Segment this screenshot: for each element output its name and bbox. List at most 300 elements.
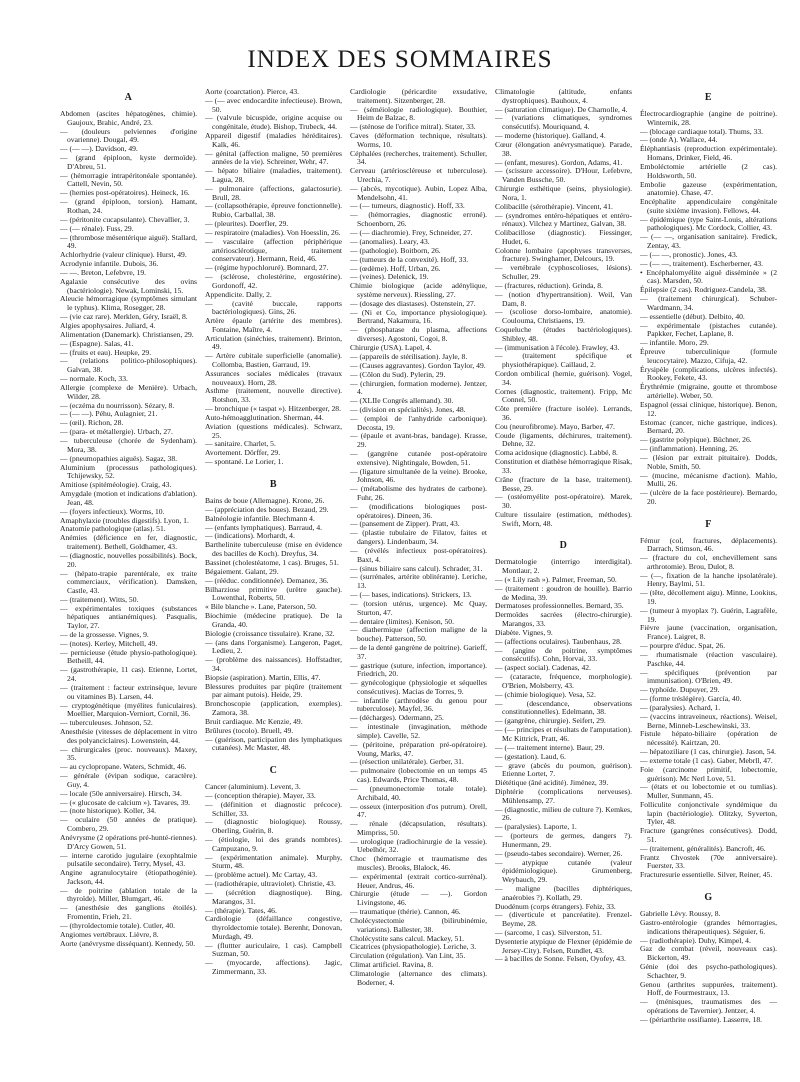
index-entry: — (diagnostic biologique). Roussy, Oberling, Guérin, 8. — [205, 817, 342, 836]
index-entry: — (pneumonectomie totale totale). Archibald, 40. — [350, 783, 487, 802]
index-entry: — (mucine, mécanisme d'action). Mahlo, Mulli, 26. — [640, 470, 777, 489]
index-entry: Épilepsie (2 cas). Rodriguez-Candela, 38. — [640, 285, 767, 295]
index-entry: — (fluttter auriculaire, 1 cas). Campbell Suzman, 50. — [205, 940, 342, 959]
index-entry: Chirurgie (USA). Lapel, 4. — [350, 342, 432, 352]
index-entry: — (modifications biologiques post-opératoires). Dineen, 36. — [350, 501, 487, 520]
index-entry: — (tête, décollement aigu). Minne, Lookius, 19. — [640, 588, 777, 606]
index-entry: — (gangrène cutanée post-opératoire extensive). Nightingale, Bowden, 51. — [350, 449, 487, 467]
index-entry: — (grand épiploon, kyste dermoïde). D'Abreu, 51. — [60, 153, 197, 171]
index-entry: Assurances sociales médicales (travaux nouveaux). Horn, 28. — [205, 368, 342, 387]
index-column-5 — [640, 88, 777, 1073]
index-entry: Dysenterie atypique de Flexner (épidémie de Jersey-City). Felsen, Rundlet, 43. — [495, 936, 632, 955]
index-entry: — (valvule bicuspide, origine acquise ou congénitale, étude). Bishop, Trubeck, 44. — [205, 113, 342, 132]
index-entry: — (pansement de Zipper). Pratt, 43. — [350, 519, 460, 529]
index-entry: — (— —). Péhu, Aulagnier, 21. — [60, 409, 158, 419]
index-entry: — (traitement chirurgical). Schuber-Wardmann, 34. — [640, 294, 777, 312]
index-entry: — (pathologie). Boitborn, 26. — [350, 245, 441, 255]
index-entry: — (cavité buccale, rapports bactériologiques). Gins, 26. — [205, 298, 342, 317]
index-entry: Cornes (diagnostic, traitement). Fripp, Mc Connel, 50. — [495, 386, 632, 405]
index-entry: — (sinus biliaire sans calcul). Schrader, 31. — [350, 563, 483, 573]
index-entry: Chimie biologique (acide adénylique, système nerveux). Riessling, 27. — [350, 281, 487, 299]
index-entry: Épreuve tuberculinique (formule leucocytaire). Mazzo, Cifuja, 42. — [640, 347, 777, 365]
index-entry: — hépato biliaire (maladies, traitement). Lagua, 28. — [205, 166, 342, 184]
index-entry: — expérimentale (pistaches cutanée). Papkker, Fechet, Laplane, 8. — [640, 320, 777, 339]
index-entry: — (péritonite cucapsulante). Chevallier, 3. — [60, 214, 190, 224]
index-entry: — (définition et diagnostic précoce). Schiller, 33. — [205, 799, 342, 818]
index-entry: — (résection unilatérale). Gerber, 31. — [350, 757, 464, 767]
index-entry: Crâne (fracture de la base, traitement). Besse, 29. — [495, 474, 632, 493]
index-entry: Coma acidosique (diagnostic). Labbé, 8. — [495, 448, 618, 458]
index-entry: — (abcès, mycotique). Aubin, Lopez Alba, Mendelsohn, 41. — [350, 183, 487, 202]
index-entry: — (plastie tubulaire de Filatov, faites et dangers). Lindenbaum, 34. — [350, 528, 487, 547]
index-entry: Biochimie (médecine pratique). De la Granda, 40. — [205, 611, 342, 629]
index-entry: — (onde A). Wallace, 44. — [640, 135, 718, 145]
index-entry: Frantz Chvostek (70e anniversaire). Fuerster, 33. — [640, 852, 777, 871]
index-entry: — (fracture du col, enchevillement sans arthrotomie). Brou, Dulot, 8. — [640, 553, 777, 571]
index-entry: Balnéologie infantile. Blechmann 4. — [205, 513, 315, 523]
index-entry: Acrodynie infantile. Dubois, 36. — [60, 259, 159, 269]
index-entry: — (guérison, participation des lymphatiques cutanées). Mc Master, 48. — [205, 734, 342, 753]
index-entry: — (inflammation). Henning, 26. — [640, 444, 739, 454]
index-entry: — (étiologie, loi des grands nombres). Campuzano, 9. — [205, 835, 342, 853]
index-entry: — (vaccins intraveineux, réactions). Weisel, Berne, Minneb-Leschewinski, 33. — [640, 711, 777, 730]
index-entry: — (problème des naissances). Hoffstadter, 34. — [205, 655, 342, 673]
index-entry: — (traitement : facteur extrinsèque, levure ou vitamines B). Larsen, 44. — [60, 682, 197, 701]
index-entry: — pulmonaire (affections, galactosurie). Brull, 28. — [205, 183, 342, 202]
index-entry: Espagnol (essai clinique, historique). Benon, 12. — [640, 399, 777, 418]
index-entry: Allergie (complexe de Menière). Urbach, Wilder, 28. — [60, 382, 197, 401]
index-entry: Culture tissulaire (estimation, méthodes). Swift, Morn, 48. — [495, 510, 632, 528]
index-entry: — (syndromes entéro-hépatiques et entéro-rénaux). Vilchez y Martinez, Galvan, 38. — [495, 210, 632, 229]
index-entry: Abdomen (ascites hépatogènes, chimie). Gaujoux, Brahic, André, 23. — [60, 109, 197, 127]
index-entry: — à bacilles de Sonne. Felsen, Oyofey, 43. — [495, 954, 626, 964]
index-entry: — hépatoziliare (1 cas, chirurgie). Jason, 54. — [640, 747, 777, 757]
index-entry: Alimentation (Danemark). Christiansen, 29. — [60, 329, 194, 339]
index-entry: — (rééduc. conditionnée). Demanez, 36. — [205, 575, 329, 585]
index-entry: — (gangrène, chirurgie). Seifert, 29. — [495, 716, 606, 726]
index-entry: — externe totale (1 cas). Gaber, Mebrll, 47. — [640, 755, 773, 765]
index-entry: — (lésion par extrait pituitaire). Dodds, Noble, Smith, 50. — [640, 452, 777, 471]
index-entry: — (— traitement interne). Baur, 29. — [495, 742, 605, 752]
index-entry: Chirurgie (étude — —). Gordon Livingstone, 46. — [350, 889, 487, 908]
index-entry: — rénale (décapsulation, résultats). Mimpriss, 50. — [350, 819, 487, 837]
index-entry: Amygdale (motion et indications d'ablation). Jean, 48. — [60, 489, 197, 507]
index-entry: — (— bases, indications). Strickers, 13. — [350, 590, 472, 600]
index-entry: Chirurgie esthétique (seins, physiologie). Nora, 1. — [495, 184, 632, 202]
section-letter-heading: G — [704, 892, 713, 904]
index-entry: — (états et ou lobectomie et ou tumlias). Muller, Sunmann, 45. — [640, 782, 777, 801]
index-entry: — oculaire (50 années de pratique). Combero, 29. — [60, 815, 197, 834]
index-entry: — (descendance, observations constitutionnelles). Edelmann, 38. — [495, 698, 632, 717]
index-entry: — (épaule et avant-bras, bandage). Krasse, 29. — [350, 431, 487, 450]
index-entry: Anesthésie (vitesses de déplacement in vitro des polyanciclaires). Lowenstein, 44. — [60, 727, 197, 745]
index-entry: — (para- et métallergie). Urbach, 27. — [60, 427, 173, 437]
index-entry: — (dosage des diastases). Ostenstein, 27. — [350, 298, 476, 308]
index-entry: — normale. Koch, 33. — [60, 374, 128, 384]
index-entry: — (notes). Kerley, Mitchell, 49. — [60, 638, 158, 648]
index-entry: — maligne (bacilles diphtériques, anaérobies ?). Kollath, 29. — [495, 883, 632, 902]
index-entry: — (—, fixation de la hanche ipsolatérale). Henry, Baylmi, 51. — [640, 570, 777, 589]
index-entry: Aluminium (processus pathologiques). Tchijewsky, 52. — [60, 462, 197, 481]
index-entry: Bassinet (cholestéatome, 1 cas). Bruges, 51. — [205, 557, 339, 567]
index-entry: Artère épaule (artérite des membres). Fontaine, Maître, 4. — [205, 316, 342, 334]
index-entry: — Artère cubitale superficielle (anomalie). Collomba, Bastien, Garraud, 19. — [205, 351, 342, 369]
index-entry: — osseux (interposition d'os putrum). Orell, 47. — [350, 801, 487, 820]
index-entry: Cardiologie (péricardite exsudative, traitement). Sitzenberger, 28. — [350, 88, 487, 105]
index-entry: Aleucie hémorragique (symptômes simulant le typhus). Klima, Rosegger, 28. — [60, 294, 197, 313]
index-entry: Biopsie (aspiration). Martin, Ellis, 47. — [205, 672, 321, 682]
index-entry: Coqueluche (études bactériologiques). Shibley, 48. — [495, 324, 632, 343]
index-entry: — essentielle (début). Delbito, 40. — [640, 311, 745, 321]
index-entry: Circulation (régulation). Van Lint, 35. — [350, 951, 466, 961]
index-entry: « Bile blanche ». Lane, Paterson, 50. — [205, 602, 317, 612]
index-entry: Bégaiement. Galant, 29. — [205, 566, 279, 576]
index-entry: — (traitement : goudron de houille). Barrio de Medina, 39. — [495, 583, 632, 602]
index-entry: — tuberculeuse (chorée de Sydenham). Mora, 38. — [60, 436, 197, 454]
section-letter-heading: A — [124, 92, 133, 103]
index-entry: Cholécystectomie (bilirubinémie, variations). Ballester, 38. — [350, 915, 487, 934]
index-column-2 — [205, 88, 342, 1073]
index-entry: — (— —). Davidson, 49. — [60, 144, 138, 154]
index-entry: Climatologie (altitude, enfants dystrophiques). Bauhoux, 4. — [495, 88, 632, 105]
index-entry: — pourpre d'éduc. Spat, 26. — [640, 641, 726, 651]
index-entry: Cicatrices (physiopathologie). Leriche, 3. — [350, 942, 477, 952]
index-entry: Asthme (traitement, nouvelle directive). Rotshon, 33. — [205, 386, 342, 405]
index-entry: Colonne lombaire (apophyses transverses, fracture). Swinghamer, Delcours, 19. — [495, 245, 632, 264]
index-entry: — (conception thérapie). Mayer, 33. — [205, 790, 316, 800]
index-entry: — (traitement). Witts, 50. — [60, 594, 139, 604]
index-entry: — (problème actuel). Mc Cartay, 43. — [205, 870, 318, 880]
index-entry: Cardiologie (défaillance congestive, thyroïdectomie totale). Berenhr, Donovan, Murdagh, 49. — [205, 914, 342, 941]
index-entry: — moderne (historique). Galland, 4. — [495, 131, 606, 141]
index-entry: — (appareils de stérilisation). Jayle, 8. — [350, 351, 468, 361]
index-entry: Embolie gazeuse (expérimentation, anatomie). Chase, 47. — [640, 179, 777, 198]
index-entry: Dermoïdes sacrées (électro-chirurgie). Marangos, 33. — [495, 610, 632, 629]
index-entry: Appendicite. Dally, 2. — [205, 289, 272, 299]
index-entry: — (fractures, réduction). Grinda, 8. — [495, 280, 603, 290]
index-entry: Angiomes vertébraux. Lièvre, 8. — [60, 929, 159, 939]
index-entry: — (XLIIe Congrès allemand). 30. — [350, 396, 454, 406]
index-entry: — (pneumopathies aiguës). Sagaz, 38. — [60, 453, 178, 463]
index-entry: — urologique (radiochirurgie de la vessie). Uebelhör, 32. — [350, 836, 487, 855]
index-column-4 — [495, 88, 632, 1073]
index-entry: — (phosphatase du plasma, affections diverses). Agostoni, Cogoi, 8. — [350, 325, 487, 344]
index-entry: — tuberculeuses. Johnson, 52. — [60, 718, 153, 728]
index-entry: — (relations politico-philosophiques). Galvan, 38. — [60, 356, 197, 375]
index-entry: — (affections oculaires). Taubenhaus, 28. — [495, 636, 622, 646]
index-entry: • Encéphalomyélite aiguë disséminée » (2 cas). Marsden, 50. — [640, 267, 777, 286]
index-entry: — (anesthésie des ganglions étoilés). Fromentin, Frieh, 21. — [60, 903, 197, 922]
index-entry: — (ulcère de la face postérieure). Bernardo, 20. — [640, 488, 777, 506]
index-entry: — gastrique (suture, infection, importance). Friedrich, 20. — [350, 660, 487, 679]
index-entry: — (gestation). Laud, 6. — [495, 751, 566, 761]
index-entry: — (aspect social). Cadenas, 42. — [495, 663, 591, 673]
index-entry: — pulmonaire (lobectomie en un temps 45 cas). Edwards, Price Thomas, 48. — [350, 766, 487, 785]
index-entry: Gaz de combat (réveil, nouveaux cas). Bickerton, 49. — [640, 944, 777, 963]
index-entry: Foie (carcinome primitif, lobectomie, guérison). Mc Nerl Love, 51. — [640, 764, 777, 783]
index-entry: — (veines). Delenick, 19. — [350, 272, 429, 282]
index-entry: Cou (neurofibrome). Mayo, Barber, 47. — [495, 421, 615, 431]
index-entry: Anévrysme (2 opérations pré-hunté-riennes). D'Arcy Gowen, 51. — [60, 832, 197, 851]
index-entry: — (péritoine, préparation pré-opératoire). Voung, Marks, 47. — [350, 739, 487, 758]
index-entry: — génital (affection maligne, 50 premières années de la vie). Schreiner, Wehr, 47. — [205, 148, 342, 167]
index-entry: — typhoïde. Dupuyer, 29. — [640, 685, 720, 695]
index-entry: — (« glucosate de calcium »). Tavares, 39. — [60, 797, 191, 807]
index-entry: Constitution et diathèse hémorragique Risak, 33. — [495, 457, 632, 475]
index-entry: — (tumeurs de la convexité). Hoff, 33. — [350, 254, 469, 264]
index-entry: Éléphantiasis (reproduction expérimentale). Homans, Drinker, Field, 46. — [640, 144, 777, 163]
index-entry: Anémies (déficience en fer, diagnostic, traitement). Bethell, Goldhamer, 43. — [60, 533, 197, 552]
index-entry: Choc (hémorragie et traumatisme des muscles). Brooks, Blalock, 46. — [350, 854, 487, 872]
index-entry: — de la denté gangrène de poitrine). Garieff, 37. — [350, 642, 487, 661]
index-entry: Érythrémie (migraine, goutte et thrombose artérielle). Weber, 50. — [640, 382, 777, 401]
index-entry: — (surrénales, artérite oblitérante). Leriche, 13. — [350, 572, 487, 591]
index-entry: Agalaxie consécutive des ovins (bactériologie). Newak, Lominski, 15. — [60, 276, 197, 295]
index-entry: Blessures produites par piqûre (traitement par aimant putois). Heide, 29. — [205, 681, 342, 700]
index-entry: — (angine de poitrine, symptômes consécutifs). Cohn, Horvai, 33. — [495, 645, 632, 664]
index-entry: Gabrielle Lévy. Roussy, 8. — [640, 909, 721, 919]
index-entry: — (sclérose, cholestérine, ergostérine). Gordonoff, 42. — [205, 272, 342, 290]
index-entry: — rhumatismale (réaction vasculaire). Paschke, 44. — [640, 649, 777, 668]
index-entry: — infantile. Moro, 29. — [640, 338, 709, 348]
index-entry: Cholécystite sans calcul. Mackey, 51. — [350, 933, 465, 943]
index-entry: Cœur (élongation anévrysmatique). Parade, 38. — [495, 139, 632, 158]
index-entry: Génie (doi des psycho-pathologiques). Schachter, 9. — [640, 962, 777, 980]
index-entry: — (pseudo-tabes secondaire). Werner, 26. — [495, 848, 623, 858]
index-entry: — (indications). Morhardt, 4. — [205, 531, 295, 541]
index-entry: Bronchoscopie (application, exemples). Zamora, 38. — [205, 699, 342, 717]
index-entry: — (vie caz rare). Merklen, Géry, Israël, 8. — [60, 311, 188, 321]
index-entry: — (paralysies). Laporte, 1. — [495, 822, 577, 832]
index-entry: — (sarcome, 1 cas). Silverston, 51. — [495, 928, 602, 937]
index-entry: Cancer (aluminium). Levent, 3. — [205, 782, 301, 792]
index-entry: — (hémorragie intrapéritonéale spontanée). Cattell, Nevin, 50. — [60, 170, 197, 189]
index-entry: — (sténose de l'orifice mitral). Stater, 33. — [350, 122, 476, 132]
index-entry: — pernicieuse (étude physio-pathologique). Betheill, 44. — [60, 647, 197, 666]
index-entry: — (scoliose dorso-lombaire, anatomie). Coulouma, Christiaens, 19. — [495, 307, 632, 326]
index-entry: — (ostéomyélite post-opératoire). Marek, 30. — [495, 492, 632, 511]
index-entry: Algies apophysaires. Juliard, 4. — [60, 320, 156, 330]
index-entry: Fémur (col, fractures, déplacements). Darrach, Stimson, 46. — [640, 535, 777, 554]
index-entry: — (« Lily rash »). Palmer, Freeman, 50. — [495, 575, 617, 584]
index-entry: — (— avec endocardite infectieuse). Brown, 50. — [205, 95, 342, 114]
index-entry: — atypique cutanée (valeur épidémiologique). Grumenberg, Weybauch, 29. — [495, 857, 632, 885]
index-entry: — interne carotido jugulaire (exophtalmie pulsatile secondaire). Terry, Mysel, 43. — [60, 850, 197, 869]
index-entry: — (œdème). Hoff, Urban, 26. — [350, 263, 441, 273]
index-entry: — (paralysies). Achard, 1. — [640, 702, 721, 712]
index-entry: — (— principes et résultats de l'amputation). Mc Kittrick, Pratt, 46. — [495, 725, 632, 743]
index-entry: — (Ni et Co, importance physiologique). Bertrand, Nakamura, 16. — [350, 307, 487, 326]
index-entry: Dermatoses professionnelles. Bernard, 35. — [495, 601, 624, 611]
index-entry: Colibacillose (diagnostic). Fiessinger, Hudet, 6. — [495, 228, 632, 246]
index-entry: — (radiothérapie). Duhy, Kimpel, 4. — [640, 935, 751, 945]
index-entry: — (anomalies). Leary, 43. — [350, 236, 430, 246]
index-entry: Coude (ligaments, déchirures, traitement). Dehne, 32. — [495, 430, 632, 449]
index-entry: Diététique (âné acidité). Jiménez, 39. — [495, 778, 609, 788]
index-column-1 — [60, 88, 197, 1073]
index-entry: — (thérapie). Tates, 46. — [205, 905, 277, 915]
index-entry: — (variations climatiques, syndromes consécutifs). Mouriquand, 4. — [495, 113, 632, 132]
index-entry: — intestinale (invagination, méthode simple). Cavelle, 52. — [350, 722, 487, 740]
index-entry: — (séméiologie radiologique). Bouthier, Heim de Balzac, 8. — [350, 104, 487, 123]
index-entry: Amitiose (spitéméologie). Craig, 43. — [60, 480, 172, 490]
index-entry: — (emploi de l'anhydride carbonique). Decosta, 19. — [350, 413, 487, 432]
index-entry: — (hémorragies, diagnostic erroné). Schoenborn, 26. — [350, 210, 487, 229]
index-entry: — de poitrine (ablation totale de la thyroïde). Miller, Blumgart, 46. — [60, 885, 197, 904]
index-entry: Anatomie pathologique (atlas). 51. — [60, 524, 166, 534]
index-entry: — (cataracte, fréquence, morphologie). O'Brien, Molsberry, 43. — [495, 672, 632, 690]
index-entry: — spontané. Le Lorier, 1. — [205, 457, 284, 467]
index-entry: Aorte (coarctation). Pierce, 43. — [205, 88, 300, 96]
index-entry: Appareil digestif (maladies héréditaires). Kalk, 46. — [205, 131, 342, 149]
index-entry: — (myocarde, affections). Jagic, Zimmermann, 33. — [205, 958, 342, 977]
index-entry: — (hernies post-opératoires). Heineck, 16. — [60, 188, 190, 198]
index-entry: — (traitement spécifique et physiothérapique). Caillaud, 2. — [495, 351, 632, 370]
section-letter-heading: E — [704, 92, 713, 103]
section-letter-heading: B — [269, 478, 278, 490]
index-entry: — (thrombose mésentérique aiguë). Stallard, 49. — [60, 232, 197, 251]
index-entry: Aorte (anévrysme disséquant). Kennedy, 50. — [60, 938, 196, 948]
index-entry: — (régime hypochloruré). Bomnard, 27. — [205, 263, 329, 273]
index-entry: Angine agranulocytaire (étiopathogénie). Jackson, 44. — [60, 868, 197, 886]
index-entry: — (— —, traitement). Escherberner, 43. — [640, 258, 764, 268]
index-entry: — (décharges). Odermann, 25. — [350, 713, 444, 723]
index-entry: — (forme tréslégère). García, 40. — [640, 694, 742, 704]
index-entry: Genou (arthrites suppurées, traitement). Hoff, de Fourmestraux, 13. — [640, 979, 777, 998]
index-entry: Côte première (fracture isolée). Lerrands, 36. — [495, 404, 632, 422]
index-entry: — (porteurs de germes, dangers ?). Hunermann, 29. — [495, 831, 632, 849]
index-entry: Fracturesurie essentielle. Silver, Reiner, 45. — [640, 870, 773, 880]
index-entry: — (périarthrite ossifiante). Lasserre, 18. — [640, 1014, 763, 1024]
index-entry: Cordon ombilical (hernie, guérison). Vogel, 34. — [495, 369, 632, 387]
index-entry: Fièvre jaune (vaccination, organisation, France). Laigret, 8. — [640, 623, 777, 642]
index-entry: — locale (50e anniversaire). Hirsch, 34. — [60, 788, 182, 798]
index-entry: — au cyclopropane. Waters, Schmidt, 46. — [60, 762, 187, 772]
index-entry: — (traitement, généralités). Bancroft, 46. — [640, 843, 766, 853]
index-entry: — (— rénale). Fuss, 29. — [60, 223, 134, 233]
index-entry: Estomac (cancer, niche gastrique, indices). Bernard, 20. — [640, 417, 777, 436]
section-letter-heading: F — [705, 518, 712, 530]
index-entry: Climat artificiel. Ravina, 8. — [350, 960, 434, 970]
index-columns — [60, 88, 780, 1073]
index-entry: — (eczéma du nourrisson). Sézary, 8. — [60, 400, 175, 410]
index-entry: — (note historique). Koller, 34. — [60, 806, 157, 816]
index-entry: Diphtérie (complications nerveuses). Mühlensamp, 27. — [495, 787, 632, 805]
index-entry: Encéphalite appendiculaire congénitale (suite sixième invasion). Fellows, 44. — [640, 197, 777, 215]
index-entry: — sanitaire. Charlet, 5. — [205, 439, 276, 449]
index-entry: — de la grossesse. Vignes, 9. — [60, 629, 149, 639]
index-entry: — (torsion utérus, urgence). Mc Quay, Sturton, 47. — [350, 598, 487, 617]
index-entry: — (sécrétion diagnostique). Bing, Marangos, 31. — [205, 888, 342, 906]
index-entry: — infantile (arthrodèse du genou pour tuberculose). Mayfel, 36. — [350, 695, 487, 714]
index-entry: — (Côlon du Sud). Pylerin, 29. — [350, 369, 446, 379]
index-entry: Emboléctomie artérielle (2 cas). Holdsworth, 50. — [640, 161, 777, 180]
index-entry: — (enfants lymphatiques). Barraud, 4. — [205, 522, 323, 532]
index-entry: Bruit cardiaque. Mc Kenzie, 49. — [205, 716, 303, 726]
index-entry: Brûlures (tocolo). Bruell, 49. — [205, 725, 294, 735]
index-entry: Diabète. Vignes, 9. — [495, 627, 553, 637]
index-entry: — (chimie biologique). Vesa, 52. — [495, 689, 596, 699]
index-entry: — (gastrite polypique). Büchner, 26. — [640, 435, 752, 445]
index-entry: — (scissure accessoire). D'Hour, Lefebvre, Vanden Bussche, 50. — [495, 166, 632, 185]
index-entry: — expérimental (extrait cortico-surrénal). Heuer, Andrus, 46. — [350, 871, 487, 890]
index-entry: Achlorhydrie (valeur clinique). Hurst, 49. — [60, 250, 187, 260]
index-entry: — (notion d'hypertransition). Weil, Van Dam, 8. — [495, 289, 632, 308]
index-entry: Auto-hémoagglutination. Sherman, 44. — [205, 412, 324, 422]
index-entry: Duodénum (corps étrangers). Fehiz, 33. — [495, 901, 616, 911]
index-entry: — chirurgicales (proc. nouveaux). Maxey, 35. — [60, 744, 197, 763]
index-entry: Biologie (croissance tissulaire). Krane, 32. — [205, 628, 335, 638]
index-entry: — (blocage cardiaque total). Thums, 33. — [640, 126, 764, 136]
index-entry: — (fruits et eau). Heupke, 29. — [60, 347, 152, 357]
index-entry: — (révélés infectieux post-opératoires). Baxt, 4. — [350, 545, 487, 564]
index-entry: Articulation (sinéchies, traitement). Brinton, 49. — [205, 333, 342, 352]
section-letter-heading: C — [269, 765, 278, 777]
index-entry: Avortement. Dörffer, 29. — [205, 448, 281, 458]
index-entry: — (chirurgien, formation moderne). Jentzer, 4. — [350, 378, 487, 397]
index-entry: Barthelinite tuberculeuse (mise en évidence des bacilles de Koch). Dreyfus, 34. — [205, 540, 342, 559]
index-entry: — (radiothérapie, ultraviolet). Christie, 43. — [205, 879, 336, 889]
index-entry: — spécifiques (prévention par immunisation). O'Brien, 49. — [640, 667, 777, 686]
index-entry: Colibacille (sérothérapie). Vincent, 41. — [495, 201, 613, 211]
index-entry: Bilharziose primitive (urètre gauche). Lowenthal, Roberts, 50. — [205, 584, 342, 603]
index-entry: Fistule hépato-biliaire (opération de nécessité). Kairtzan, 20. — [640, 729, 777, 748]
index-entry: — (appréciation des boues). Bezaud, 29. — [205, 504, 329, 514]
index-entry: — (Causes aggravantes). Gordon Taylor, 49. — [350, 360, 486, 370]
index-entry: — (collapsothérapie, épreuve fonctionnelle). Rubio, Carballal, 38. — [205, 201, 342, 220]
index-entry: Aviation (questions médicales). Schwarz, 25. — [205, 421, 342, 440]
index-entry: — grave (abcès du poumon, guérison). Etienne Lortet, 7. — [495, 760, 632, 779]
index-entry: — (diagnostic, nouvelles possibilités). Bock, 20. — [60, 550, 197, 569]
index-entry: — (hépato-trapie parentérale, ex traite commerciaux, vérification). Damsken, Castle, 43. — [60, 568, 197, 595]
index-entry: Caves (déformation technique, résultats). Worms, 10. — [350, 131, 487, 149]
index-entry: — gynécologique (physiologie et séquelles consécutives). Macias de Torres, 9. — [350, 678, 487, 696]
index-entry: — (gastrothérapie, 11 cas). Etienne, Lortet, 24. — [60, 665, 197, 684]
index-entry: — (Espagne). Salas, 41. — [60, 338, 134, 348]
page-title: INDEX DES SOMMAIRES — [247, 46, 553, 73]
index-entry: Céphalées (recherches, traitement). Schuller, 34. — [350, 148, 487, 167]
index-entry: — (division en spécialités). Jones, 48. — [350, 405, 466, 414]
index-entry: — (diagnostic, milieu de culture ?). Kemkes, 26. — [495, 804, 632, 823]
index-entry: — cryptogénétique (myélites funiculaires). Moellier, Marquion-Verniort, Cornil, 36. — [60, 700, 197, 719]
index-entry: Folliculite conjonctivale syndémique du lapin (bactériologie). Olitzky, Syverton, Tyler, 48. — [640, 799, 777, 827]
index-entry: Fracture (gangrènes consécutives). Dodd, 51. — [640, 826, 777, 844]
index-entry: Dermatologie (interrigo interdigital). Montlaur, 2. — [495, 557, 632, 576]
index-entry: — diathermique (affection maligne de la bouche). Patterson, 50. — [350, 625, 487, 644]
index-entry: — épidémique (type Saint-Louis, altérations pathologiques). Mc Cordock, Collier, 43. — [640, 214, 777, 233]
index-entry: — (— —, pronostic). Jones, 43. — [640, 249, 738, 259]
index-entry: — (thyroïdectomie totale). Cutler, 40. — [60, 920, 176, 930]
index-entry: — dentaire (limites). Kenison, 50. — [350, 616, 454, 626]
section-letter-heading: D — [559, 540, 568, 552]
index-entry: — (enfant, mesures). Gordon, Adams, 41. — [495, 157, 623, 167]
index-entry: — (expérimentation animale). Murphy, Sturm, 48. — [205, 852, 342, 871]
index-entry: Climatologie (alternance des climats). Boderner, 4. — [350, 969, 487, 987]
index-entry: — (tumeur à myoplax ?). Guérin, Lagrafèle, 19. — [640, 605, 777, 624]
index-column-3 — [350, 88, 487, 1073]
index-entry: — (métabolisme des hydrates de carbone). Fuhr, 26. — [350, 484, 487, 502]
index-entry: — (pleurites). Doerfler, 29. — [205, 219, 289, 229]
index-entry: — (— tumeurs, diagnostic). Hoff, 33. — [350, 201, 465, 211]
index-entry: — (saturation climatique). De Charnolle, 4. — [495, 104, 628, 114]
index-entry: Gastro-entérologie (grandes hémorragies, indications thérapeutiques). Séguier, 6. — [640, 917, 777, 936]
index-entry: Amaphylaxie (troubles digestifs). Lyon, 1. — [60, 515, 189, 525]
index-entry: — (— —, organisation sanitaire). Fredick, Zentay, 43. — [640, 232, 777, 251]
index-entry: — traumatique (thérie). Cannon, 46. — [350, 907, 461, 917]
index-entry: — (diverticule et pancréatite). Frenzel-Beyme, 28. — [495, 910, 632, 929]
index-entry: — (foyers infectieux). Worms, 10. — [60, 506, 165, 516]
index-entry: — vasculaire (affection périphérique artériosclérotique, traitement conservateur). Hermann, Reid, 46. — [205, 236, 342, 264]
